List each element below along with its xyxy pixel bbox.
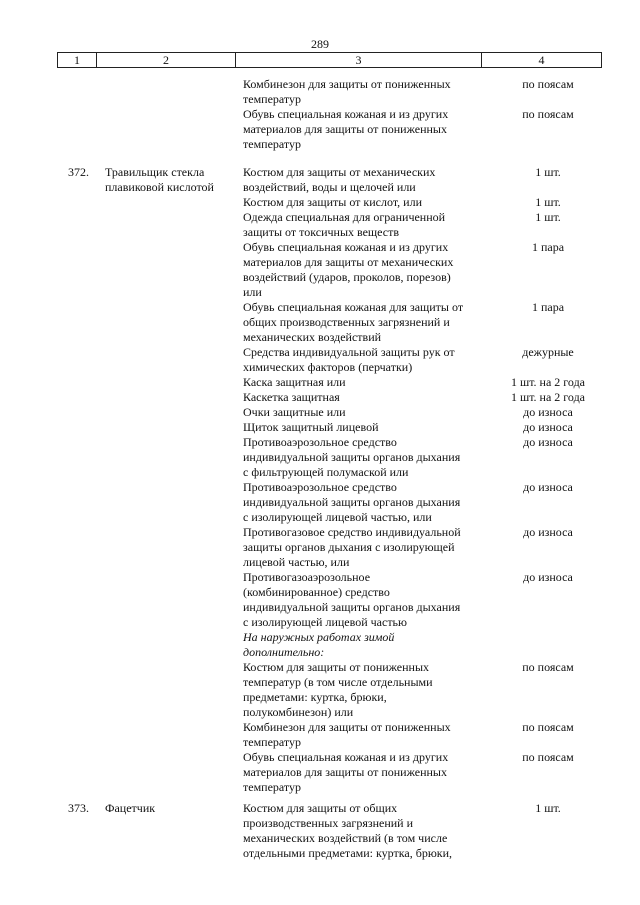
- entry-372-item-line: Противоаэрозольное средство: [243, 480, 397, 494]
- continued-item-line: материалов для защиты от пониженных: [243, 122, 447, 136]
- entry-373-item-line: Костюм для защиты от общих: [243, 801, 398, 815]
- entry-372-winter-item-line: Костюм для защиты от пониженных: [243, 660, 430, 674]
- entry-372-item-line: с изолирующей лицевой частью, или: [243, 510, 432, 524]
- entry-372-item-line: лицевой частью, или: [243, 555, 350, 569]
- column-header-row: [57, 52, 602, 68]
- entry-372-item-line: Костюм для защиты от механических: [243, 165, 436, 179]
- entry-372-item-line: Щиток защитный лицевой: [243, 420, 379, 434]
- continued-issue-norm: по поясам: [522, 77, 574, 91]
- entry-372-profession: плавиковой кислотой: [105, 180, 214, 194]
- entry-372-winter-issue-norm: по поясам: [522, 660, 574, 674]
- entry-372-winter-item-line: температур (в том числе отдельными: [243, 675, 433, 689]
- entry-372-item-line: индивидуальной защиты органов дыхания: [243, 450, 461, 464]
- continued-issue-norm: по поясам: [522, 107, 574, 121]
- entry-372-item-line: общих производственных загрязнений и: [243, 315, 450, 329]
- entry-372-item-line: индивидуальной защиты органов дыхания: [243, 600, 461, 614]
- entry-372-item-line: Обувь специальная кожаная и из других: [243, 240, 449, 254]
- entry-372-item-line: воздействий, воды и щелочей или: [243, 180, 416, 194]
- col-header-3: 3: [236, 53, 482, 68]
- entry-372-item-line: Костюм для защиты от кислот, или: [243, 195, 422, 209]
- entry-372-issue-norm: 1 шт.: [535, 195, 561, 209]
- col-header-2: 2: [97, 53, 236, 68]
- entry-372-winter-item-line: температур: [243, 780, 302, 794]
- entry-372-issue-norm: 1 шт. на 2 года: [510, 375, 586, 389]
- entry-372-item-line: Очки защитные или: [243, 405, 346, 419]
- entry-372-issue-norm: 1 шт. на 2 года: [510, 390, 586, 404]
- entry-372-item-line: Средства индивидуальной защиты рук от: [243, 345, 455, 359]
- entry-372-winter-item-line: температур: [243, 735, 302, 749]
- entry-373-item-line: механических воздействий (в том числе: [243, 831, 448, 845]
- entry-372-issue-norm: до износа: [523, 420, 573, 434]
- entry-373-number: 373.: [68, 801, 89, 815]
- page-number: 289: [311, 37, 329, 51]
- entry-372-issue-norm: дежурные: [522, 345, 574, 359]
- entry-372-issue-norm: до износа: [523, 480, 573, 494]
- entry-372-item-line: воздействий (ударов, проколов, порезов): [243, 270, 451, 284]
- entry-372-winter-item-line: Обувь специальная кожаная и из других: [243, 750, 449, 764]
- continued-item-line: температур: [243, 137, 302, 151]
- col-header-1: 1: [58, 53, 97, 68]
- entry-372-number: 372.: [68, 165, 89, 179]
- entry-372-winter-item-line: материалов для защиты от пониженных: [243, 765, 447, 779]
- entry-372-item-line: Одежда специальная для ограниченной: [243, 210, 446, 224]
- entry-372-item-line: Каскетка защитная: [243, 390, 340, 404]
- entry-372-item-line: Обувь специальная кожаная для защиты от: [243, 300, 464, 314]
- continued-item-line: температур: [243, 92, 302, 106]
- entry-372-item-line: Противогазоаэрозольное: [243, 570, 371, 584]
- entry-372-issue-norm: до износа: [523, 525, 573, 539]
- entry-373-profession: Фацетчик: [105, 801, 156, 815]
- entry-372-winter-item-line: полукомбинезон) или: [243, 705, 354, 719]
- entry-372-item-line: Противоаэрозольное средство: [243, 435, 397, 449]
- continued-item-line: Обувь специальная кожаная и из других: [243, 107, 449, 121]
- entry-372-issue-norm: 1 пара: [531, 300, 565, 314]
- entry-372-item-line: Каска защитная или: [243, 375, 346, 389]
- entry-372-item-line: с изолирующей лицевой частью: [243, 615, 407, 629]
- entry-372-item-line: защиты от токсичных веществ: [243, 225, 400, 239]
- entry-372-winter-issue-norm: по поясам: [522, 720, 574, 734]
- entry-372-winter-item-line: Комбинезон для защиты от пониженных: [243, 720, 451, 734]
- col-header-4: 4: [482, 53, 602, 68]
- entry-372-item-line: (комбинированное) средство: [243, 585, 390, 599]
- winter-note: На наружных работах зимой: [243, 630, 395, 644]
- entry-372-item-line: защиты органов дыхания с изолирующей: [243, 540, 455, 554]
- entry-373-issue-norm: 1 шт.: [535, 801, 561, 815]
- entry-372-issue-norm: до износа: [523, 405, 573, 419]
- winter-note: дополнительно:: [243, 645, 325, 659]
- entry-372-item-line: механических воздействий: [243, 330, 382, 344]
- entry-372-item-line: индивидуальной защиты органов дыхания: [243, 495, 461, 509]
- entry-372-winter-item-line: предметами: куртка, брюки,: [243, 690, 387, 704]
- entry-372-item-line: или: [243, 285, 262, 299]
- entry-373-item-line: отдельными предметами: куртка, брюки,: [243, 846, 453, 860]
- continued-item-line: Комбинезон для защиты от пониженных: [243, 77, 451, 91]
- entry-372-issue-norm: 1 пара: [531, 240, 565, 254]
- entry-372-item-line: Противогазовое средство индивидуальной: [243, 525, 461, 539]
- entry-372-issue-norm: до износа: [523, 435, 573, 449]
- entry-372-item-line: с фильтрующей полумаской или: [243, 465, 409, 479]
- entry-372-item-line: химических факторов (перчатки): [243, 360, 413, 374]
- entry-372-item-line: материалов для защиты от механических: [243, 255, 454, 269]
- entry-372-issue-norm: до износа: [523, 570, 573, 584]
- entry-373-item-line: производственных загрязнений и: [243, 816, 414, 830]
- entry-372-winter-issue-norm: по поясам: [522, 750, 574, 764]
- entry-372-issue-norm: 1 шт.: [535, 165, 561, 179]
- entry-372-issue-norm: 1 шт.: [535, 210, 561, 224]
- entry-372-profession: Травильщик стекла: [105, 165, 205, 179]
